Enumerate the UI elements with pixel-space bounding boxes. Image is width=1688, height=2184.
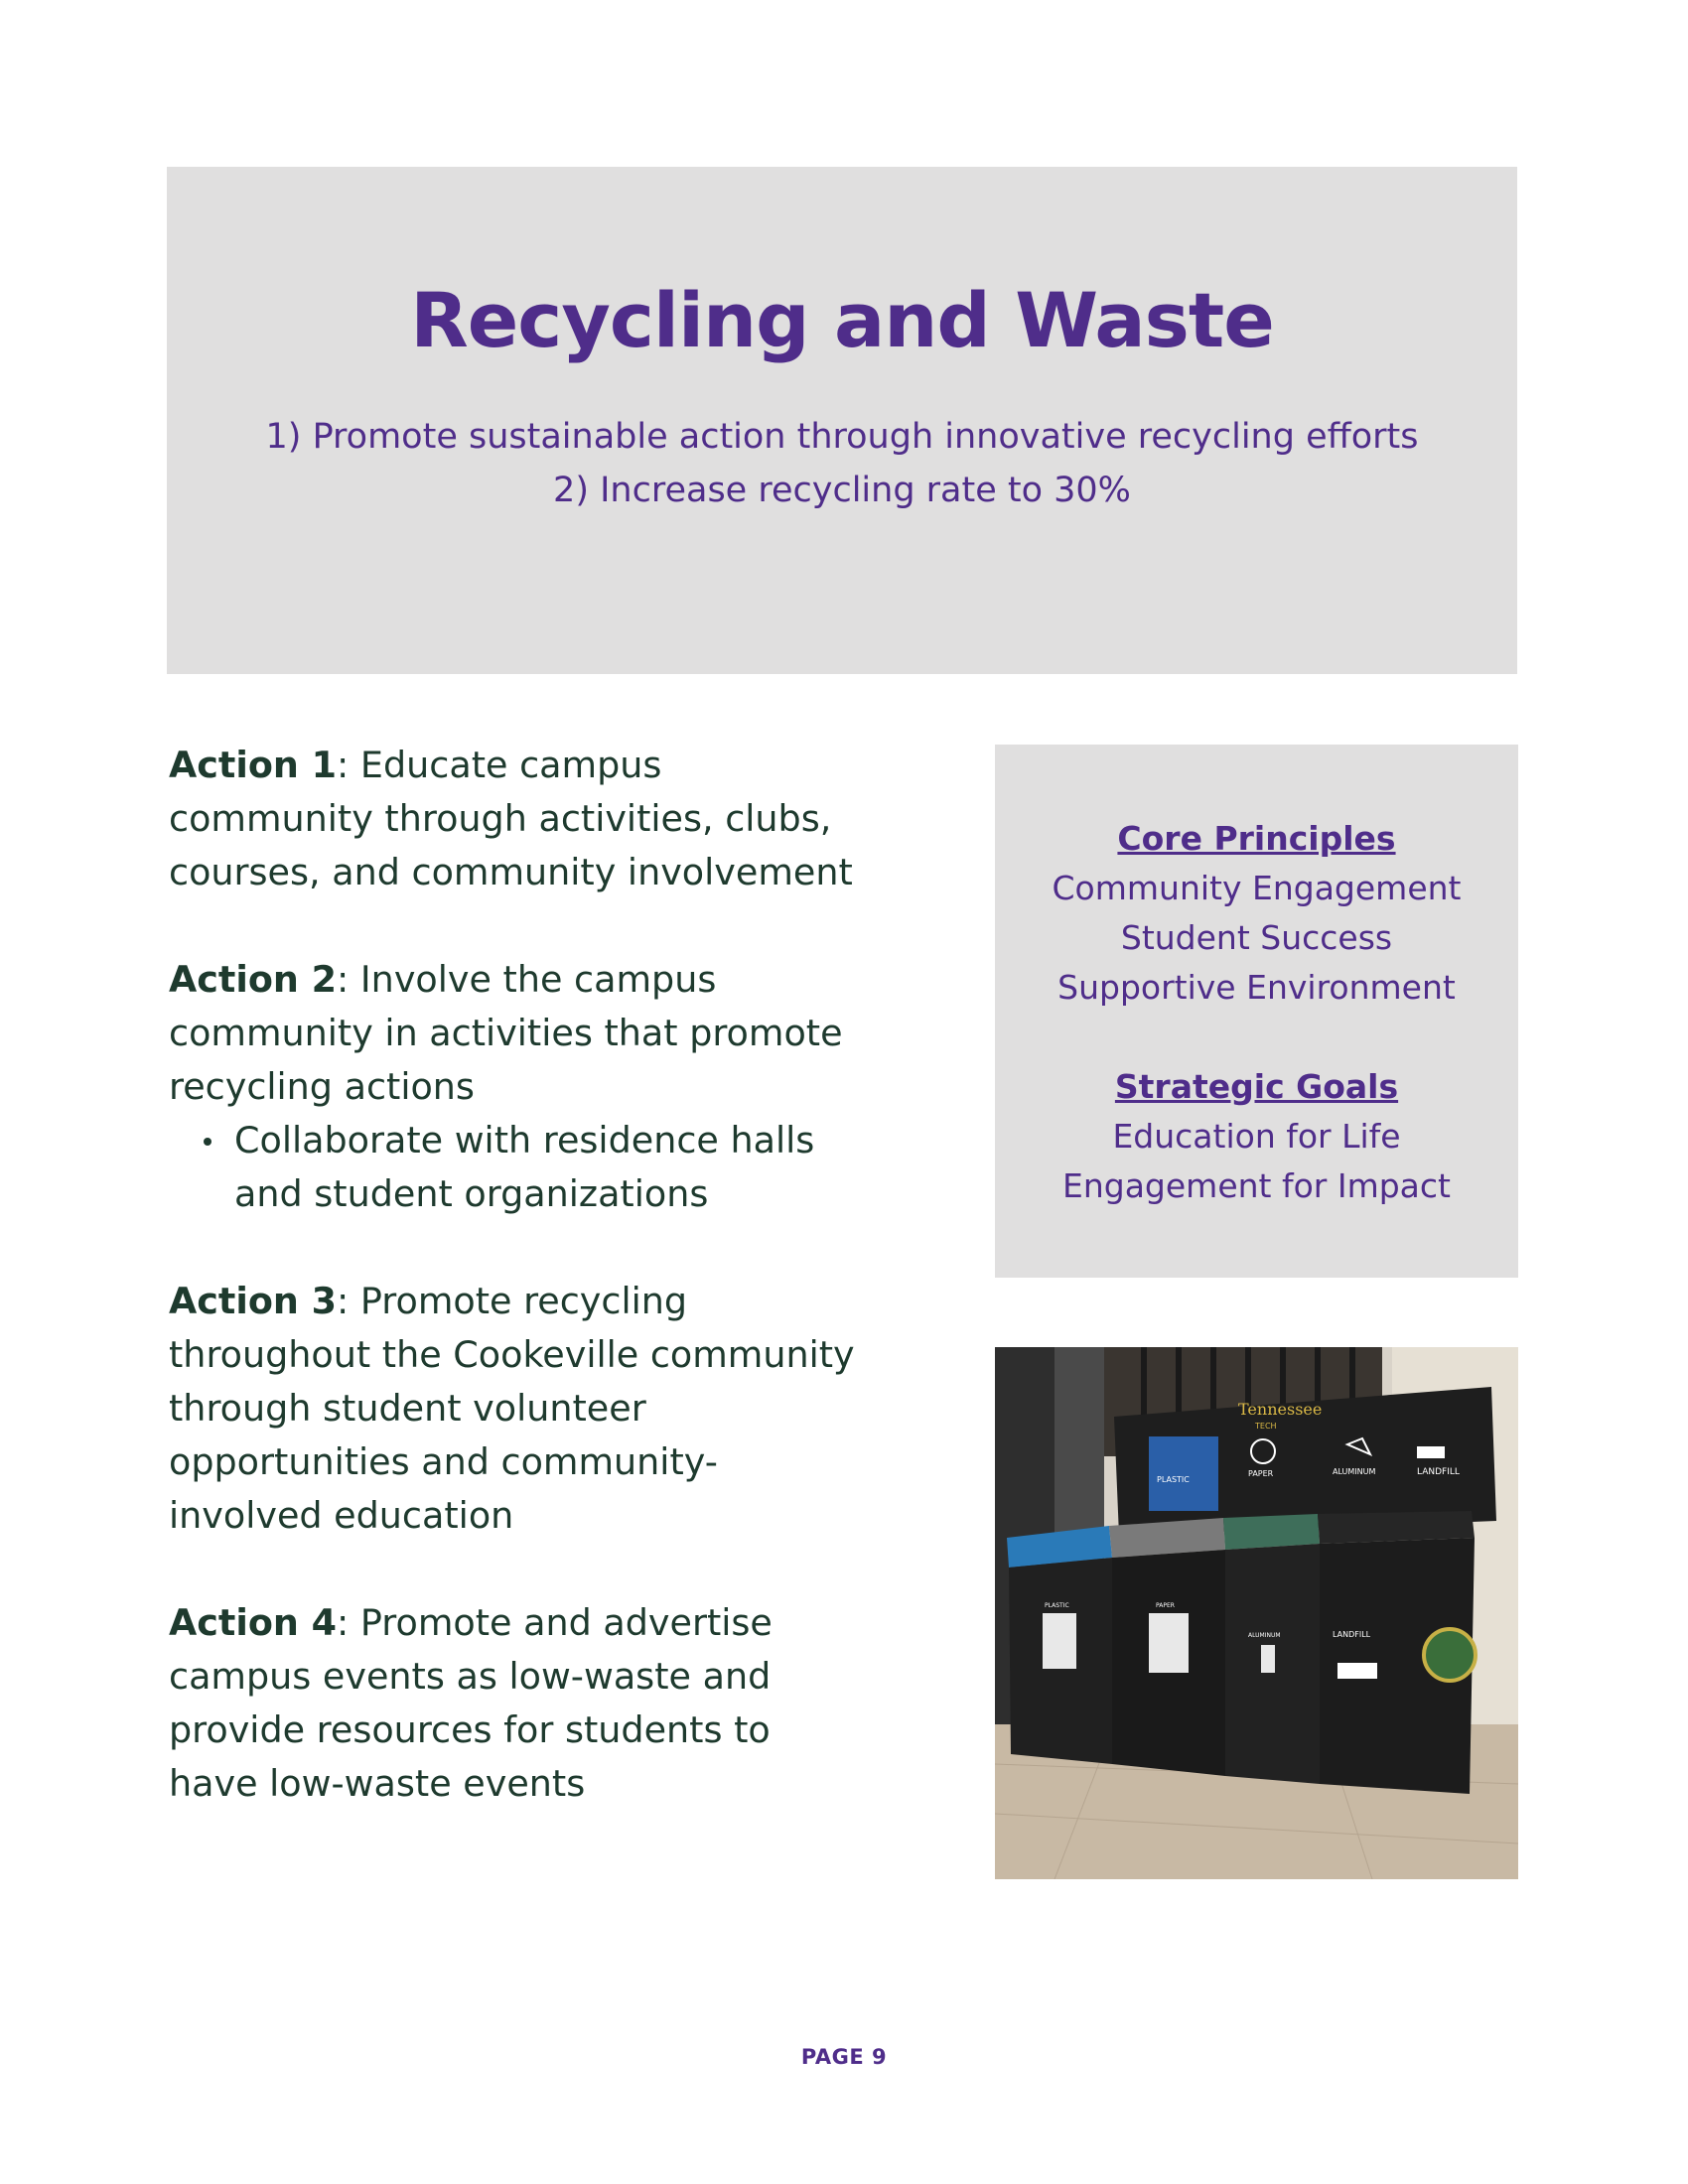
strategic-goal-1: Education for Life [1112, 1117, 1401, 1156]
core-principle-1: Community Engagement [1052, 869, 1462, 907]
bulldozer-icon [1417, 1446, 1445, 1458]
action-4-text: : Promote and advertise campus events as low-waste and provide resources for students to have low-waste events [169, 1601, 773, 1805]
bin-label-aluminum: ALUMINUM [1248, 1632, 1281, 1639]
bin-label-plastic: PLASTIC [1045, 1602, 1069, 1609]
action-2-label: Action 2 [169, 958, 338, 1001]
bin-label-landfill: LANDFILL [1333, 1630, 1371, 1639]
sign-label-paper: PAPER [1248, 1469, 1274, 1478]
action-3 [169, 1275, 864, 1543]
action-2-bullets [169, 1114, 864, 1221]
action-1-text: : Educate campus community through activities, clubs, courses, and community involvement [169, 744, 853, 893]
actions-list [169, 739, 864, 1811]
sign-label-plastic: PLASTIC [1157, 1475, 1190, 1484]
page-number: PAGE 9 [800, 2045, 888, 2069]
core-principle-2: Student Success [1120, 918, 1393, 957]
action-3-label: Action 3 [169, 1280, 338, 1322]
action-2-text: : Involve the campus community in activities that promote recycling actions [169, 958, 843, 1108]
bin-label-paper: PAPER [1156, 1602, 1175, 1609]
strategic-goals-heading: Strategic Goals [1114, 1067, 1399, 1106]
hero-goal-2: 2) Increase recycling rate to 30% [553, 471, 1131, 510]
hero-banner [167, 167, 1517, 674]
action-4-label: Action 4 [169, 1601, 338, 1644]
core-principles-heading: Core Principles [1117, 819, 1396, 858]
page-title: Recycling and Waste [410, 276, 1274, 364]
action-2-bullet-1: Collaborate with residence halls and student organizations [234, 1114, 864, 1221]
action-3-text: : Promote recycling throughout the Cookeville community through student volunteer opportunities and community-involved education [169, 1280, 855, 1537]
strategic-goal-2: Engagement for Impact [1062, 1166, 1451, 1205]
action-2 [169, 953, 864, 1221]
brand-logo-text: Tennessee [1238, 1400, 1323, 1419]
sign-label-landfill: LANDFILL [1417, 1467, 1460, 1477]
action-1 [169, 739, 864, 899]
hero-goal-1: 1) Promote sustainable action through innovative recycling efforts [265, 417, 1419, 457]
principles-box [995, 745, 1518, 1278]
core-principle-3: Supportive Environment [1057, 968, 1456, 1007]
brand-logo-sub: TECH [1255, 1422, 1277, 1431]
landfill-bulldozer-icon [1337, 1663, 1377, 1679]
action-1-label: Action 1 [169, 744, 338, 786]
recycling-bins-photo [995, 1347, 1518, 1879]
recycling-bins-illustration [995, 1347, 1518, 1879]
sign-label-aluminum: ALUMINUM [1333, 1467, 1376, 1476]
aluminum-bin-lid [1223, 1514, 1320, 1550]
action-4 [169, 1596, 864, 1811]
